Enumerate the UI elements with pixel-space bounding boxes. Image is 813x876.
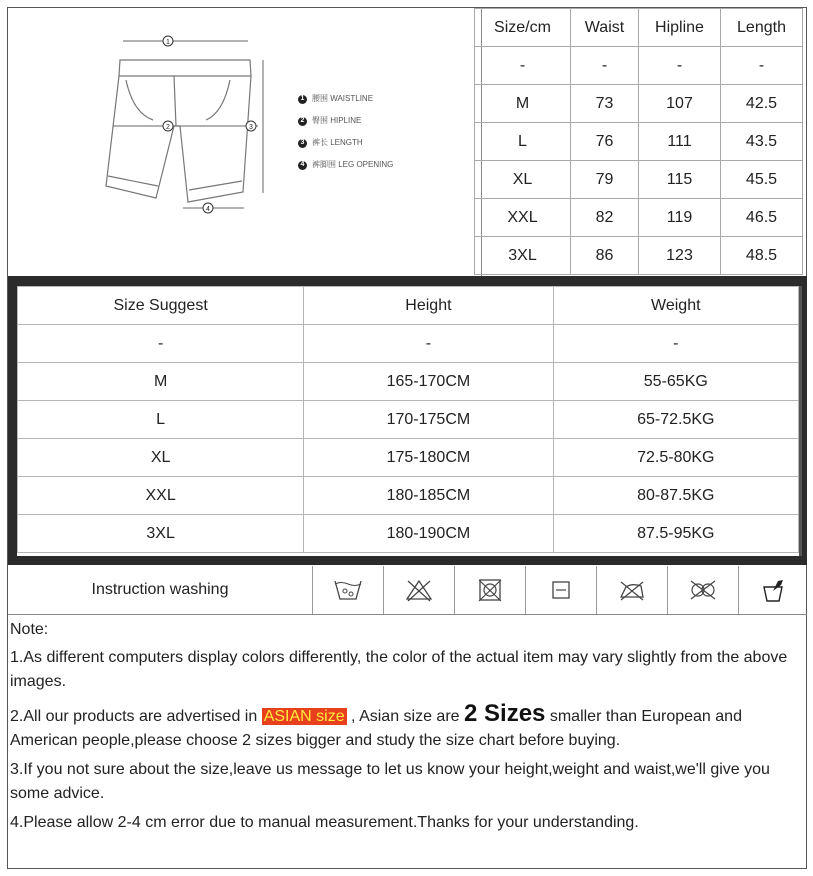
washing-label: Instruction washing [8,566,313,614]
no-iron-icon [597,566,668,614]
table-cell: - [304,325,553,363]
table-cell: 3XL [18,515,304,553]
table-cell: 175-180CM [304,439,553,477]
table-cell: 80-87.5KG [553,477,798,515]
table-cell: 87.5-95KG [553,515,798,553]
table-row [475,47,803,85]
table-header-row [475,9,803,47]
table-cell: 46.5 [721,199,803,237]
table-cell: 45.5 [721,161,803,199]
size-table [474,8,803,275]
table-cell: L [475,123,571,161]
table-row [18,477,799,515]
dry-flat-icon [526,566,597,614]
table-cell: 180-190CM [304,515,553,553]
note-4: 4.Please allow 2-4 cm error due to manual measurement.Thanks for your understanding. [10,814,639,831]
table-cell: 43.5 [721,123,803,161]
table-cell: 48.5 [721,237,803,275]
table-cell: - [18,325,304,363]
table-row [475,123,803,161]
wash-basin-icon [739,566,807,614]
table-cell: 86 [571,237,639,275]
notes-section [10,618,805,835]
table-row [18,439,799,477]
table-cell: M [475,85,571,123]
table-cell: 165-170CM [304,363,553,401]
size-suggest-section [8,276,807,565]
legend-item: 4 裤脚围 LEG OPENING [298,154,393,176]
table-cell: - [571,47,639,85]
table-cell: XL [18,439,304,477]
hand-wash-icon [313,566,384,614]
table-cell: 82 [571,199,639,237]
note-2-continued: American people,please choose 2 sizes bigger and study the size chart before buying. [10,732,621,749]
note-3: 3.If you not sure about the size,leave us message to let us know your height,weight and waist,we'll give you some advice. [10,761,770,802]
table-row [18,363,799,401]
table-cell: 72.5-80KG [553,439,798,477]
notes-title: Note: [10,621,49,638]
shorts-illustration [8,8,298,276]
marker-leg: 4 [206,206,210,213]
table-cell: - [639,47,721,85]
measurement-legend [298,88,393,176]
table-cell: 76 [571,123,639,161]
table-cell: 115 [639,161,721,199]
marker-waist: 1 [166,39,170,46]
header-cell: Weight [553,287,798,325]
table-cell: M [18,363,304,401]
table-cell: - [553,325,798,363]
no-tumble-dry-icon [455,566,526,614]
table-cell: 180-185CM [304,477,553,515]
table-cell: 123 [639,237,721,275]
note-1: 1.As different computers display colors differently, the color of the actual item may vary slightly from the above images. [10,649,788,690]
shorts-diagram [8,8,482,276]
note-2: 2.All our products are advertised in ASIAN size , Asian size are 2 Sizes smaller than European and [10,700,742,727]
marker-hip: 2 [166,124,170,131]
table-cell: XL [475,161,571,199]
header-cell: Length [721,9,803,47]
table-row [18,515,799,553]
size-suggest-table [17,286,799,553]
table-cell: 107 [639,85,721,123]
legend-item: 3 裤长 LENGTH [298,132,393,154]
table-cell: 170-175CM [304,401,553,439]
header-cell: Waist [571,9,639,47]
table-row [475,199,803,237]
no-dry-clean-icon [668,566,739,614]
size-suggest-panel [17,286,802,556]
header-cell: Hipline [639,9,721,47]
table-cell: 3XL [475,237,571,275]
table-cell: 42.5 [721,85,803,123]
header-cell: Size/cm [475,9,571,47]
table-cell: 73 [571,85,639,123]
table-cell: XXL [475,199,571,237]
header-cell: Height [304,287,553,325]
header-cell: Size Suggest [18,287,304,325]
table-row [475,237,803,275]
washing-instructions [8,566,807,615]
table-row [18,401,799,439]
marker-length: 3 [249,124,253,131]
asian-size-highlight: ASIAN size [263,708,345,725]
table-cell: - [475,47,571,85]
table-cell: 55-65KG [553,363,798,401]
two-sizes-emphasis: 2 Sizes [464,700,546,727]
legend-item: 1 腰围 WAISTLINE [298,88,393,110]
table-cell: XXL [18,477,304,515]
table-cell: L [18,401,304,439]
table-row [18,325,799,363]
legend-item: 2 臀围 HIPLINE [298,110,393,132]
table-row [475,85,803,123]
table-header-row [18,287,799,325]
table-cell: 111 [639,123,721,161]
table-cell: 65-72.5KG [553,401,798,439]
table-cell: 79 [571,161,639,199]
table-cell: 119 [639,199,721,237]
table-row [475,161,803,199]
no-bleach-icon [384,566,455,614]
table-cell: - [721,47,803,85]
